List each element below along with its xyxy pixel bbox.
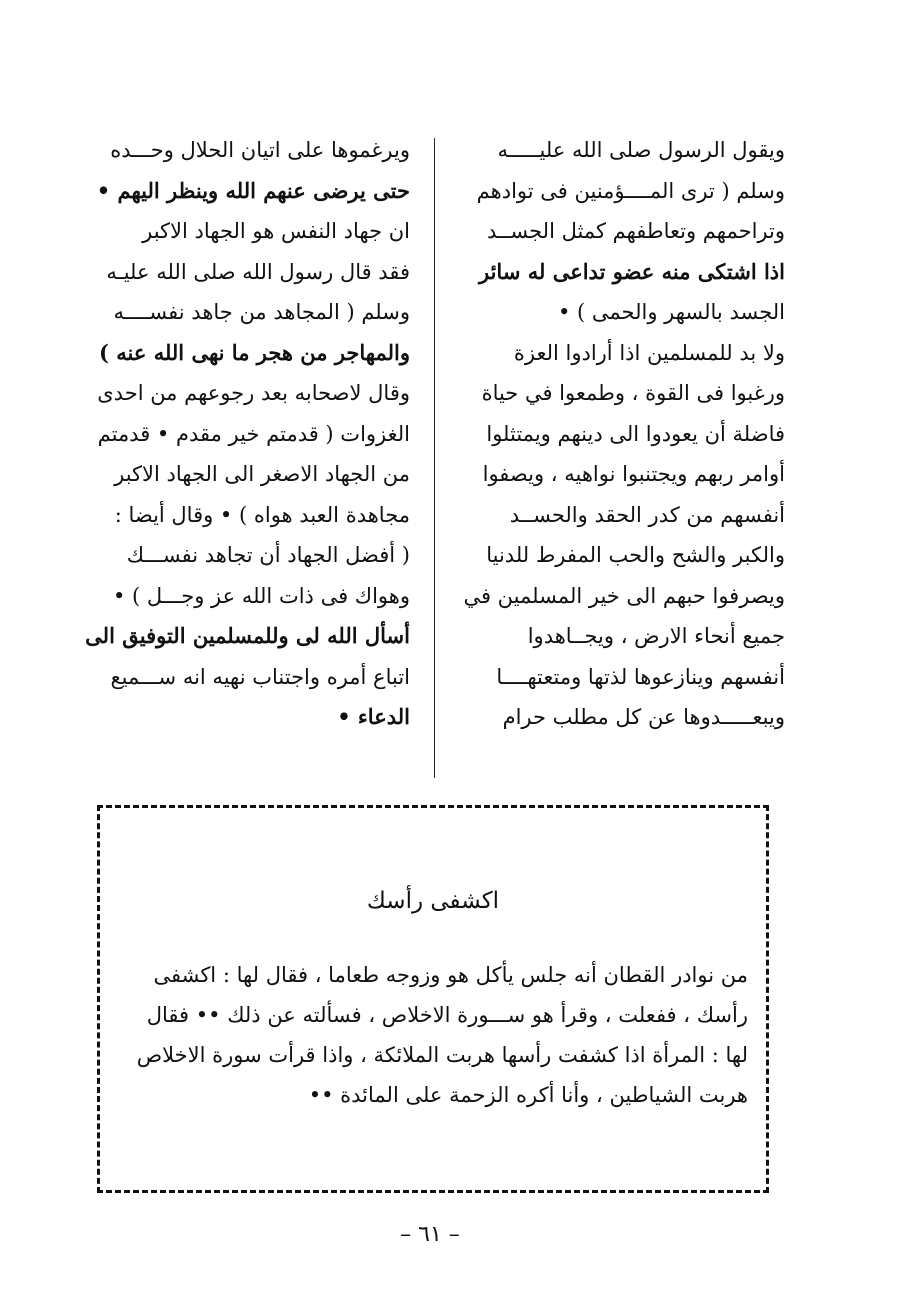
- page-number: – ٦١ –: [400, 1222, 460, 1247]
- right-line-2: وسلم ( ترى المــــؤمنين فى توادهم: [476, 178, 785, 203]
- box-line-1: من نوادر القطان أنه جلس يأكل هو وزوجه طعاما ، فقال لها : اكشفى: [153, 963, 748, 987]
- left-line-13: أسأل الله لى وللمسلمين التوفيق الى: [85, 623, 410, 648]
- anecdote-box-title: اكشفى رأسك: [366, 888, 500, 914]
- right-line-14: أنفسهم وينازعوها لذتها ومتعتهــــا: [496, 664, 785, 689]
- right-line-6: ولا بد للمسلمين اذا أرادوا العزة: [513, 340, 785, 365]
- box-line-4: هربت الشياطين ، وأنا أكره الزحمة على المائدة ••: [308, 1083, 748, 1107]
- left-line-4: فقد قال رسول الله صلى الله عليـه: [106, 259, 410, 284]
- anecdote-box-body: [118, 955, 748, 1115]
- left-line-6: والمهاجر من هجر ما نهى الله عنه ): [99, 339, 410, 365]
- right-line-4: اذا اشتكى منه عضو تداعى له سائر: [478, 258, 785, 284]
- right-line-13: جميع أنحاء الارض ، ويجــاهدوا: [527, 624, 785, 648]
- box-line-2: رأسك ، ففعلت ، وقرأ هو ســـورة الاخلاص ، فسألته عن ذلك •• فقال: [146, 1003, 748, 1027]
- left-line-5: وسلم ( المجاهد من جاهد نفســــه: [113, 300, 410, 324]
- left-line-10: مجاهدة العبد هواه ) • وقال أيضا :: [114, 502, 410, 527]
- right-line-7: ورغبوا فى القوة ، وطمعوا في حياة: [481, 381, 785, 405]
- left-line-15: الدعاء •: [337, 704, 410, 729]
- left-line-11: ( أفضل الجهاد أن تجاهد نفســـك: [126, 543, 410, 567]
- left-line-12: وهواك فى ذات الله عز وجـــل ) •: [112, 583, 410, 608]
- right-line-12: ويصرفوا حبهم الى خير المسلمين في: [463, 583, 785, 608]
- left-line-3: ان جهاد النفس هو الجهاد الاكبر: [142, 219, 410, 243]
- left-line-7: وقال لاصحابه بعد رجوعهم من احدى: [97, 381, 410, 405]
- right-line-3: وتراحمهم وتعاطفهم كمثل الجســد: [487, 219, 785, 243]
- right-line-10: أنفسهم من كدر الحقد والحســد: [509, 502, 785, 527]
- right-line-15: ويبعـــــدوها عن كل مطلب حرام: [502, 705, 785, 729]
- left-line-1: ويرغموها على اتيان الحلال وحـــده: [110, 138, 410, 162]
- right-text-column: [460, 130, 785, 738]
- left-line-9: من الجهاد الاصغر الى الجهاد الاكبر: [114, 462, 410, 486]
- right-line-9: أوامر ربهم ويجتنبوا نواهيه ، ويصفوا: [482, 462, 785, 486]
- box-line-3: لها : المرأة اذا كشفت رأسها هربت الملائكة ، واذا قرأت سورة الاخلاص: [136, 1043, 748, 1067]
- column-divider: [434, 138, 435, 778]
- right-line-8: فاضلة أن يعودوا الى دينهم ويمتثلوا: [486, 421, 785, 446]
- left-text-column: [85, 130, 410, 738]
- right-line-11: والكبر والشح والحب المفرط للدنيا: [486, 543, 785, 567]
- left-line-14: اتباع أمره واجتناب نهيه انه ســـميع: [110, 664, 410, 689]
- right-line-1: ويقول الرسول صلى الله عليـــــه: [497, 138, 785, 162]
- left-line-2: حتى يرضى عنهم الله وينظر اليهم •: [96, 177, 410, 203]
- right-line-5: الجسد بالسهر والحمى ) •: [557, 300, 785, 324]
- left-line-8: الغزوات ( قدمتم خير مقدم • قدمتم: [97, 421, 410, 446]
